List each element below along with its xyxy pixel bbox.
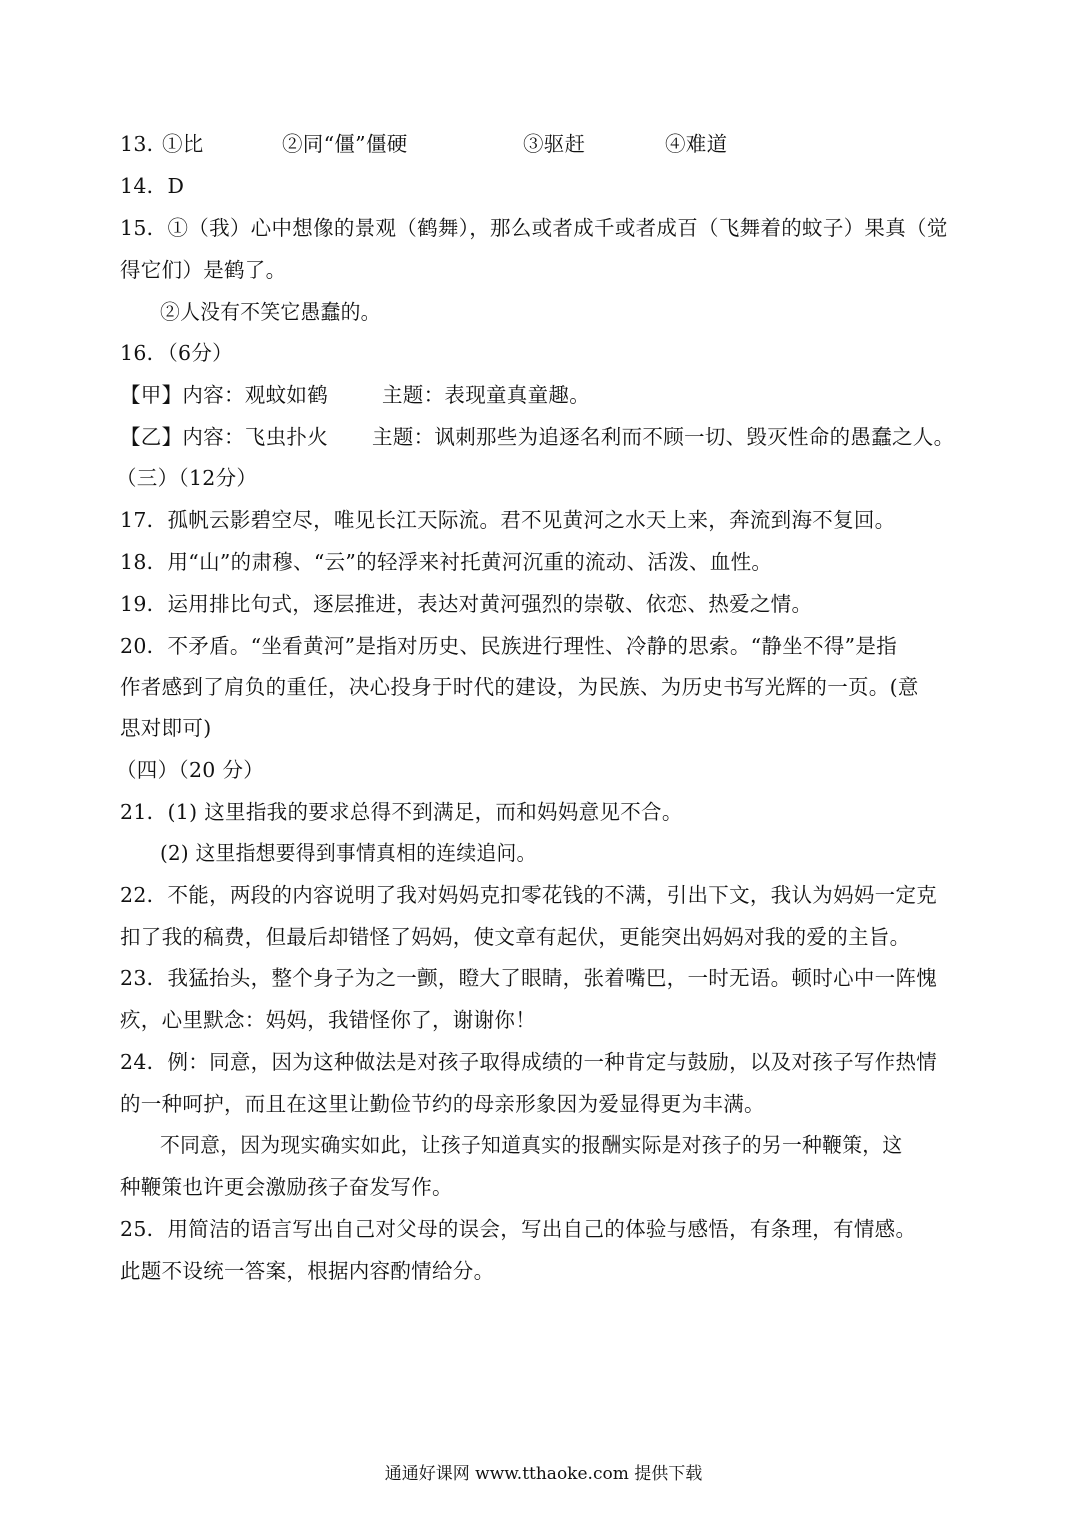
answer-16-yi-theme: 主题：讽刺那些为追逐名利而不顾一切、毁灭性命的愚蠢之人。	[372, 425, 955, 449]
answer-20-line-2: 作者感到了肩负的重任，决心投身于时代的建设，为民族、为历史书写光辉的一页。(意	[120, 675, 919, 699]
answer-21-line-2: (2) 这里指想要得到事情真相的连续追问。	[160, 841, 537, 865]
answer-20-line-1: 20．不矛盾。“坐看黄河”是指对历史、民族进行理性、冷静的思索。“静坐不得”是指	[120, 634, 898, 658]
answer-25-line-1: 25．用简洁的语言写出自己对父母的误会，写出自己的体验与感悟，有条理，有情感。	[120, 1217, 917, 1241]
answer-24-line-2: 的一种呵护，而且在这里让勤俭节约的母亲形象因为爱显得更为丰满。	[120, 1092, 765, 1116]
answer-21-line-1: 21．(1) 这里指我的要求总得不到满足，而和妈妈意见不合。	[120, 800, 683, 824]
answer-23-line-2: 疚，心里默念：妈妈，我错怪你了，谢谢你！	[120, 1008, 536, 1032]
answer-16-header: 16．（6分）	[120, 341, 233, 365]
section-3-heading: （三）（12分）	[116, 466, 258, 490]
answer-13-item-1: ①比	[162, 132, 204, 156]
answer-15-line-1: 15．①（我）心中想像的景观（鹤舞），那么或者成千或者成百（飞舞着的蚊子）果真（觉	[120, 216, 948, 240]
answer-16-yi-content: 【乙】内容：飞虫扑火	[120, 425, 328, 449]
answer-17: 17．孤帆云影碧空尽，唯见长江天际流。君不见黄河之水天上来，奔流到海不复回。	[120, 508, 896, 532]
answer-16-jia-content: 【甲】内容：观蚊如鹤	[120, 383, 328, 407]
answer-22-line-1: 22．不能，两段的内容说明了我对妈妈克扣零花钱的不满，引出下文，我认为妈妈一定克	[120, 883, 938, 907]
answer-13-item-4: ④难道	[665, 132, 728, 156]
answer-25-line-2: 此题不设统一答案，根据内容酌情给分。	[120, 1259, 495, 1283]
answer-13-number: 13．	[120, 132, 168, 156]
section-4-heading: （四）（20 分）	[116, 758, 265, 782]
answer-13-item-2: ②同“僵”僵硬	[282, 132, 408, 156]
answer-24-line-3: 不同意，因为现实确实如此，让孩子知道真实的报酬实际是对孩子的另一种鞭策，这	[160, 1133, 903, 1157]
answer-14: 14．D	[120, 174, 185, 198]
answer-20-line-3: 思对即可)	[120, 716, 212, 740]
answer-22-line-2: 扣了我的稿费，但最后却错怪了妈妈，使文章有起伏，更能突出妈妈对我的爱的主旨。	[120, 925, 911, 949]
answer-23-line-1: 23．我猛抬头，整个身子为之一颤，瞪大了眼睛，张着嘴巴，一时无语。顿时心中一阵愧	[120, 966, 938, 990]
answer-13-item-3: ③驱赶	[523, 132, 586, 156]
answer-19: 19．运用排比句式，逐层推进，表达对黄河强烈的崇敬、依恋、热爱之情。	[120, 592, 813, 616]
answer-24-line-4: 种鞭策也许更会激励孩子奋发写作。	[120, 1175, 453, 1199]
answer-24-line-1: 24．例：同意，因为这种做法是对孩子取得成绩的一种肯定与鼓励，以及对孩子写作热情	[120, 1050, 938, 1074]
page-footer: 通通好课网 www.tthaoke.com 提供下载	[384, 1464, 703, 1484]
answer-16-jia-theme: 主题：表现童真童趣。	[382, 383, 590, 407]
answer-15-line-2: 得它们）是鹤了。	[120, 258, 287, 282]
answer-15-line-3: ②人没有不笑它愚蠢的。	[160, 300, 381, 324]
answer-18: 18．用“山”的肃穆、“云”的轻浮来衬托黄河沉重的流动、活泼、血性。	[120, 550, 773, 574]
